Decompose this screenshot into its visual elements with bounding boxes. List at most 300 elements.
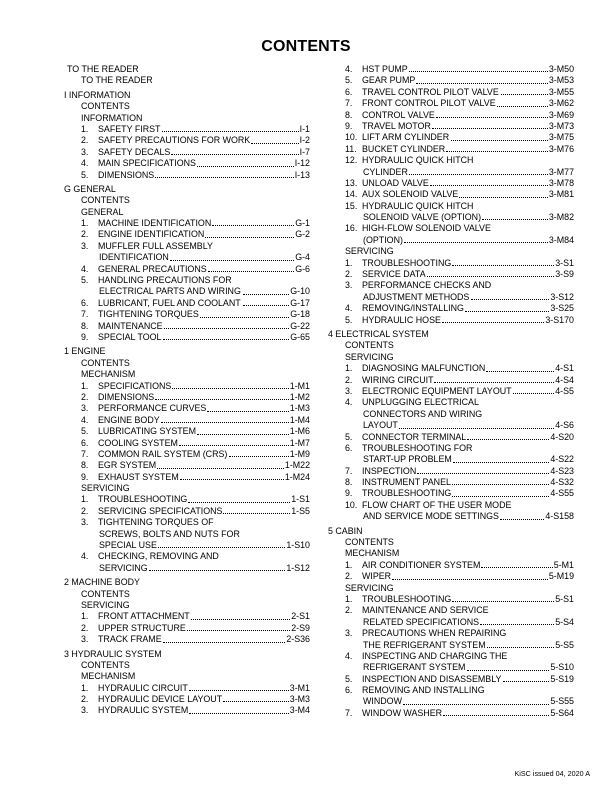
toc-entry-number: 5.	[81, 169, 89, 180]
toc-subheading	[328, 651, 574, 662]
toc-entry-title: MECHANISM	[345, 548, 400, 559]
toc-entry-number: 1.	[81, 218, 89, 229]
toc-subheading	[328, 685, 574, 696]
toc-entry-title: RELATED SPECIFICATIONS	[363, 616, 480, 627]
toc-entry	[328, 87, 574, 98]
toc-entry	[328, 189, 574, 200]
toc-entry-number: 9.	[81, 331, 89, 342]
dot-leader	[465, 311, 549, 312]
dot-leader	[442, 322, 544, 323]
toc-entry-title: CONTENTS	[345, 537, 394, 548]
toc-entry	[328, 178, 574, 189]
toc-entry-title: CONTENTS	[81, 357, 130, 368]
toc-entry-number: 5.	[345, 431, 353, 442]
toc-entry-number: 3.	[345, 385, 353, 396]
dot-leader	[392, 579, 548, 580]
toc-entry	[64, 634, 310, 645]
toc-subheading	[328, 443, 574, 454]
toc-page-number: 1-S12	[286, 562, 310, 573]
toc-subheading	[64, 113, 310, 124]
toc-entry-title: TROUBLESHOOTING	[362, 593, 452, 604]
toc-entry-number: 7.	[345, 98, 353, 109]
toc-entry-title: DIMENSIONS	[98, 391, 155, 402]
toc-entry-title: THE REFRIGERANT SYSTEM	[363, 639, 486, 650]
toc-section-heading	[64, 184, 310, 195]
toc-entry-number: 3.	[81, 146, 89, 157]
toc-entry-number: 4.	[345, 650, 353, 661]
toc-entry-title: SAFETY FIRST	[98, 123, 161, 134]
toc-section-heading	[64, 64, 310, 75]
toc-entry	[64, 506, 310, 517]
toc-entry-title: SOLENOID VALVE (OPTION)	[363, 212, 482, 223]
toc-subheading	[328, 223, 574, 234]
toc-entry-title: HYDRAULIC DEVICE LAYOUT	[98, 694, 223, 705]
toc-entry-title: MAINTENANCE AND SERVICE	[362, 605, 489, 616]
dot-leader	[430, 185, 548, 186]
toc-entry-title: CONTENTS	[81, 195, 130, 206]
dot-leader	[501, 94, 548, 95]
toc-entry-title: MAIN SPECIFICATIONS	[98, 158, 196, 169]
toc-entry	[328, 560, 574, 571]
toc-page-number: 3-S170	[545, 314, 574, 325]
toc-page-number: G-22	[290, 320, 310, 331]
toc-page-number: 4-S55	[550, 488, 574, 499]
toc-entry-title: CONTENTS	[81, 659, 130, 670]
toc-entry-title: GEAR PUMP	[362, 75, 416, 86]
toc-entry	[64, 298, 310, 309]
toc-page-number: I-13	[294, 169, 310, 180]
toc-subheading	[64, 660, 310, 671]
toc-entry-number: 4.	[345, 397, 353, 408]
toc-entry	[64, 170, 310, 181]
toc-entry-title: SAFETY PRECAUTIONS FOR WORK	[98, 135, 251, 146]
toc-page-number: 4-S20	[550, 431, 574, 442]
toc-page-number: 1-M24	[284, 471, 310, 482]
toc-entry-title: ENGINE BODY	[98, 414, 160, 425]
toc-entry	[64, 286, 310, 297]
toc-entry-number: 3.	[81, 403, 89, 414]
toc-page-number: 3-M53	[548, 75, 574, 86]
toc-entry-title: SPECIFICATIONS	[98, 380, 172, 391]
toc-entry	[328, 98, 574, 109]
toc-subheading	[328, 605, 574, 616]
dot-leader	[513, 393, 555, 394]
toc-entry-number: 2.	[345, 374, 353, 385]
dot-leader	[446, 151, 548, 152]
toc-entry-number: 2.	[81, 694, 89, 705]
toc-page-number: 4-S22	[550, 454, 574, 465]
toc-entry-title: SPECIAL TOOL	[98, 331, 162, 342]
toc-entry-number: 4.	[81, 158, 89, 169]
toc-subheading	[328, 583, 574, 594]
dot-leader	[443, 715, 549, 716]
toc-entry-title: 5 CABIN	[328, 525, 363, 536]
toc-entry-number: 6.	[345, 685, 353, 696]
toc-entry	[328, 488, 574, 499]
toc-entry-title: ADJUSTMENT METHODS	[363, 291, 470, 302]
toc-entry-title: TIGHTENING TORQUES	[98, 309, 199, 320]
toc-entry-number: 1.	[345, 257, 353, 268]
toc-page-number: 3-M55	[548, 86, 574, 97]
toc-entry-number: 5.	[345, 75, 353, 86]
toc-entry-number: 2.	[345, 571, 353, 582]
toc-page-number: I-12	[294, 158, 310, 169]
toc-page-number: 3-M69	[548, 109, 574, 120]
toc-entry-title: TROUBLESHOOTING	[98, 494, 188, 505]
toc-entry-title: TO THE READER	[67, 64, 139, 74]
toc-page-number: 4-S4	[555, 374, 574, 385]
toc-entry-title: INSPECTION	[362, 465, 417, 476]
toc-entry-number: 10.	[345, 132, 358, 143]
toc-entry-title: MACHINE IDENTIFICATION	[98, 218, 212, 229]
toc-page-number: 5-S55	[550, 696, 574, 707]
toc-entry-title: HYDRAULIC HOSE	[362, 314, 441, 325]
dot-leader	[208, 271, 294, 272]
toc-entry-number: 6.	[345, 86, 353, 97]
toc-entry-title: LAYOUT	[363, 420, 398, 431]
toc-entry-title: SERVICING	[81, 599, 130, 610]
toc-entry-number: 2.	[81, 505, 89, 516]
toc-page-number: G-1	[295, 218, 310, 229]
toc-entry-title: COMMON RAIL SYSTEM (CRS)	[98, 448, 228, 459]
dot-leader	[223, 701, 289, 702]
toc-entry-number: 12.	[345, 155, 358, 166]
toc-entry-title: FRONT ATTACHMENT	[98, 611, 190, 622]
toc-page-number: 1-M22	[284, 460, 310, 471]
toc-entry-title: PERFORMANCE CURVES	[98, 403, 207, 414]
toc-entry-number: 15.	[345, 200, 358, 211]
dot-leader	[471, 299, 550, 300]
issue-footer: KiSC issued 04, 2020 A	[514, 769, 590, 778]
dot-leader	[486, 371, 554, 372]
toc-page-number: 3-M50	[548, 64, 574, 74]
dot-leader	[451, 140, 548, 141]
dot-leader	[187, 630, 290, 631]
toc-page-number: 4-S32	[550, 477, 574, 488]
toc-entry	[64, 694, 310, 705]
toc-entry-number: 5.	[345, 314, 353, 325]
toc-entry-title: MUFFLER FULL ASSEMBLY	[98, 240, 213, 251]
toc-entry-title: START-UP PROBLEM	[363, 454, 452, 465]
dot-leader	[157, 468, 284, 469]
dot-leader	[251, 143, 298, 144]
toc-entry-number: 1.	[81, 380, 89, 391]
toc-entry	[64, 472, 310, 483]
toc-entry-number: 1.	[81, 611, 89, 622]
toc-entry-title: SCREWS, BOLTS AND NUTS FOR	[99, 528, 240, 539]
toc-entry-title: INSPECTION AND DISASSEMBLY	[362, 673, 502, 684]
toc-entry	[328, 235, 574, 246]
dot-leader	[467, 439, 549, 440]
toc-page-number: 3-M77	[548, 166, 574, 177]
toc-entry	[328, 708, 574, 719]
toc-entry-title: GENERAL	[81, 206, 124, 217]
toc-page-number: 5-M19	[548, 571, 574, 582]
toc-page-number: 3-M84	[548, 234, 574, 245]
dot-leader	[170, 260, 294, 261]
toc-page-number: 1-M7	[289, 437, 310, 448]
toc-entry	[328, 454, 574, 465]
dot-leader	[200, 317, 289, 318]
toc-entry-title: MECHANISM	[81, 671, 136, 682]
toc-entry-number: 5.	[81, 426, 89, 437]
toc-subheading	[64, 241, 310, 252]
toc-entry-title: SERVICING	[345, 582, 394, 593]
toc-entry-number: 1.	[81, 123, 89, 134]
toc-entry-title: MAINTENANCE	[98, 320, 163, 331]
toc-entry-number: 3.	[81, 517, 89, 528]
toc-entry-title: AND SERVICE MODE SETTINGS	[363, 511, 499, 522]
toc-entry-title: SERVICING	[81, 483, 130, 494]
toc-entry-number: 2.	[345, 269, 353, 280]
toc-entry-number: 10.	[345, 499, 358, 510]
toc-page-number: 3-S25	[550, 303, 574, 314]
toc-page-number: G-65	[290, 331, 310, 342]
toc-page-number: 4-S158	[545, 511, 574, 522]
toc-entry-number: 5.	[345, 673, 353, 684]
dot-leader	[452, 601, 554, 602]
dot-leader	[188, 502, 290, 503]
dot-leader	[164, 328, 290, 329]
toc-entry-title: CHECKING, REMOVING AND	[98, 551, 219, 562]
toc-entry-title: SERVICING	[345, 351, 394, 362]
toc-entry-title: INFORMATION	[81, 112, 143, 123]
toc-entry-number: 3.	[81, 705, 89, 716]
toc-entry	[64, 124, 310, 135]
dot-leader	[155, 177, 293, 178]
dot-leader	[403, 704, 549, 705]
toc-subheading	[64, 671, 310, 682]
dot-leader	[416, 83, 548, 84]
toc-page-number: 3-M81	[548, 189, 574, 200]
toc-page-number: 1-M4	[289, 414, 310, 425]
dot-leader	[453, 462, 549, 463]
toc-entry-number: 2.	[345, 605, 353, 616]
toc-entry	[64, 135, 310, 146]
toc-page-number: G-2	[295, 229, 310, 240]
toc-entry-title: ELECTRICAL PARTS AND WIRING	[99, 286, 241, 297]
toc-subheading	[64, 101, 310, 112]
toc-page-number: 5-S5	[555, 639, 574, 650]
toc-entry	[328, 617, 574, 628]
toc-section-heading	[328, 329, 574, 340]
toc-entry-title: ENGINE IDENTIFICATION	[98, 229, 205, 240]
toc-page-number: 5-S64	[550, 707, 574, 718]
toc-entry	[328, 132, 574, 143]
toc-entry	[328, 303, 574, 314]
toc-entry-title: UNPLUGGING ELECTRICAL	[362, 397, 479, 408]
toc-entry-title: 3 HYDRAULIC SYSTEM	[64, 648, 162, 659]
toc-entry-title: BUCKET CYLINDER	[362, 143, 446, 154]
toc-entry-title: (OPTION)	[363, 234, 403, 245]
toc-page-number: 1-M2	[289, 391, 310, 402]
dot-leader	[452, 265, 554, 266]
toc-entry-title: AUX SOLENOID VALVE	[362, 189, 459, 200]
toc-entry	[64, 683, 310, 694]
toc-entry-title: REMOVING AND INSTALLING	[362, 685, 485, 696]
toc-entry-number: 8.	[81, 460, 89, 471]
toc-entry-title: COOLING SYSTEM	[98, 437, 178, 448]
toc-entry	[328, 144, 574, 155]
toc-entry	[64, 309, 310, 320]
toc-entry-number: 13.	[345, 177, 358, 188]
toc-entry	[328, 477, 574, 488]
toc-entry-title: SERVICE DATA	[362, 269, 426, 280]
toc-entry	[64, 158, 310, 169]
toc-entry-title: I INFORMATION	[64, 89, 131, 100]
toc-entry-title: SPECIAL USE	[99, 540, 157, 551]
dot-leader	[229, 456, 289, 457]
toc-section-heading	[64, 346, 310, 357]
toc-page-number: 5-S1	[555, 593, 574, 604]
toc-entry-number: 4.	[81, 263, 89, 274]
toc-page-number: 4-S6	[555, 420, 574, 431]
dot-leader	[197, 166, 294, 167]
toc-entry-title: LUBRICATING SYSTEM	[98, 426, 196, 437]
toc-entry	[64, 381, 310, 392]
dot-leader	[172, 388, 288, 389]
toc-entry-number: 6.	[81, 437, 89, 448]
toc-entry-title: TROUBLESHOOTING	[362, 488, 452, 499]
toc-entry-number: 11.	[345, 143, 357, 154]
toc-entry-title: 2 MACHINE BODY	[64, 577, 140, 588]
toc-right-column	[328, 64, 574, 719]
toc-subheading	[64, 358, 310, 369]
toc-entry-title: TO THE READER	[81, 75, 153, 86]
dot-leader	[404, 242, 548, 243]
toc-entry	[328, 466, 574, 477]
toc-entry-number: 8.	[81, 320, 89, 331]
toc-entry-number: 9.	[81, 471, 89, 482]
toc-entry-number: 3.	[81, 634, 89, 645]
toc-entry	[328, 258, 574, 269]
toc-entry-number: 4.	[345, 303, 353, 314]
toc-page-number: 3-M3	[289, 694, 310, 705]
dot-leader	[459, 197, 548, 198]
toc-entry-title: DIAGNOSING MALFUNCTION	[362, 363, 486, 374]
toc-subheading	[64, 600, 310, 611]
toc-entry	[64, 460, 310, 471]
dot-leader	[500, 519, 544, 520]
toc-entry	[64, 705, 310, 716]
toc-entry-number: 4.	[81, 414, 89, 425]
dot-leader	[434, 382, 554, 383]
toc-entry-number: 1.	[345, 363, 353, 374]
dot-leader	[467, 670, 550, 671]
dot-leader	[482, 219, 548, 220]
toc-subheading	[64, 195, 310, 206]
toc-entry	[328, 571, 574, 582]
toc-entry-number: 2.	[81, 229, 89, 240]
dot-leader	[432, 128, 548, 129]
dot-leader	[417, 473, 549, 474]
toc-entry	[64, 494, 310, 505]
toc-page-number: 3-M62	[548, 98, 574, 109]
toc-page-number: G-4	[295, 252, 310, 263]
toc-entry-number: 8.	[345, 477, 353, 488]
toc-entry	[328, 375, 574, 386]
toc-entry-title: HST PUMP	[362, 64, 408, 74]
toc-entry	[64, 438, 310, 449]
dot-leader	[436, 117, 548, 118]
toc-subheading	[64, 551, 310, 562]
toc-entry	[328, 121, 574, 132]
toc-entry-number: 7.	[81, 309, 89, 320]
toc-entry	[64, 611, 310, 622]
toc-entry	[328, 75, 574, 86]
dot-leader	[399, 428, 554, 429]
toc-page-number: 3-S9	[555, 269, 574, 280]
toc-entry	[328, 420, 574, 431]
dot-leader	[243, 294, 290, 295]
toc-entry-title: SERVICING	[99, 562, 148, 573]
toc-entry-title: LIFT ARM CYLINDER	[362, 132, 450, 143]
toc-entry-number: 3.	[345, 628, 353, 639]
toc-entry	[64, 229, 310, 240]
toc-entry	[328, 696, 574, 707]
toc-entry-title: TRACK FRAME	[98, 634, 162, 645]
toc-entry-title: HYDRAULIC CIRCUIT	[98, 682, 188, 693]
dot-leader	[163, 339, 289, 340]
dot-leader	[452, 484, 549, 485]
page-title: CONTENTS	[261, 38, 351, 55]
toc-entry-title: GENERAL PRECAUTIONS	[98, 263, 207, 274]
toc-entry	[328, 269, 574, 280]
toc-entry-title: FLOW CHART OF THE USER MODE	[362, 499, 512, 510]
toc-entry-title: UNLOAD VALVE	[362, 177, 429, 188]
toc-page-number: 3-M82	[548, 212, 574, 223]
toc-entry-title: AIR CONDITIONER SYSTEM	[362, 559, 481, 570]
toc-entry-title: CONTENTS	[81, 101, 130, 112]
toc-entry-number: 1.	[81, 494, 89, 505]
toc-left-column	[64, 64, 310, 717]
dot-leader	[191, 619, 290, 620]
toc-section-heading	[328, 526, 574, 537]
dot-leader	[163, 642, 286, 643]
toc-page-number: 1-S10	[286, 540, 310, 551]
toc-entry-number: 3.	[81, 240, 89, 251]
toc-subheading	[328, 155, 574, 166]
toc-entry-title: TIGHTENING TORQUES OF	[98, 517, 214, 528]
toc-entry	[328, 110, 574, 121]
toc-subheading	[328, 280, 574, 291]
toc-entry	[64, 623, 310, 634]
toc-entry-number: 2.	[81, 391, 89, 402]
toc-entry-title: WIRING CIRCUIT	[362, 374, 434, 385]
toc-entry-title: G GENERAL	[64, 183, 116, 194]
dot-leader	[409, 71, 548, 72]
dot-leader	[197, 434, 289, 435]
toc-entry-title: HANDLING PRECAUTIONS FOR	[98, 275, 232, 286]
dot-leader	[189, 690, 289, 691]
toc-entry-title: HYDRAULIC QUICK HITCH	[362, 155, 474, 166]
toc-page-number: 2-S36	[286, 634, 310, 645]
toc-entry-title: CONNECTOR TERMINAL	[362, 431, 467, 442]
toc-entry	[64, 426, 310, 437]
dot-leader	[497, 106, 548, 107]
toc-entry	[64, 218, 310, 229]
toc-entry	[328, 386, 574, 397]
toc-page-number: 4-S5	[555, 385, 574, 396]
toc-entry-title: EGR SYSTEM	[98, 460, 157, 471]
toc-page-number: 1-S5	[291, 505, 310, 516]
toc-entry-title: INSPECTING AND CHARGING THE	[362, 650, 508, 661]
toc-entry	[328, 674, 574, 685]
toc-entry-title: HYDRAULIC QUICK HITCH	[362, 200, 474, 211]
toc-subheading	[64, 517, 310, 528]
toc-entry	[64, 415, 310, 426]
dot-leader	[149, 570, 286, 571]
